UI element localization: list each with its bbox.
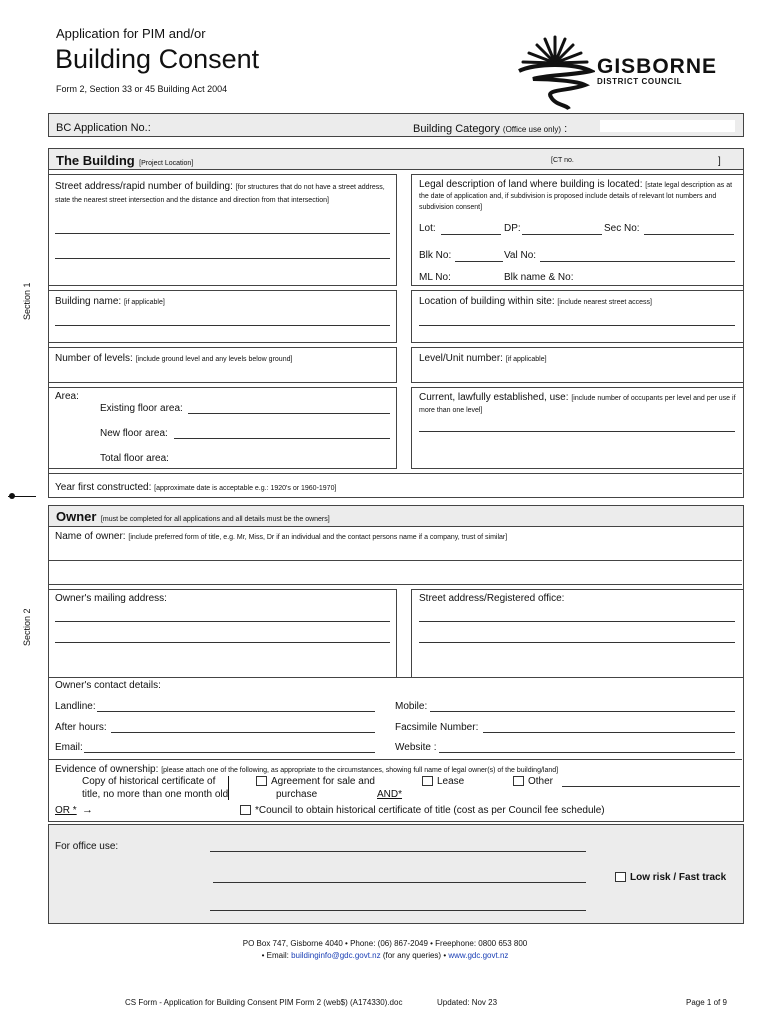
current-use-input[interactable] [419,431,735,432]
building-name-label: Building name: [if applicable] [55,296,165,307]
total-floor-label: Total floor area: [100,453,169,464]
page-number: Page 1 of 9 [686,998,727,1007]
copy-certificate-checkbox[interactable] [228,776,229,800]
dp-label: DP: [504,223,521,234]
document-reference: CS Form - Application for Building Consent PIM Form 2 (web$) (A174330).doc [125,998,403,1007]
updated-date: Updated: Nov 23 [437,998,498,1007]
mailing-address-label: Owner's mailing address: [55,593,167,604]
levels-label: Number of levels: [include ground level and any levels below ground] [55,353,293,364]
low-risk-checkbox[interactable] [615,872,626,882]
binder-dot-icon [9,493,15,499]
form-reference: Form 2, Section 33 or 45 Building Act 2004 [56,84,228,94]
copy-certificate-label-2: title, no more than one month old [82,789,229,800]
lot-input[interactable] [441,234,501,235]
new-floor-label: New floor area: [100,428,168,439]
building-name-input[interactable] [55,325,390,326]
mailing-address-line[interactable] [55,621,390,622]
blk-no-input[interactable] [455,261,503,262]
street-address-line[interactable] [55,258,390,259]
val-no-input[interactable] [540,261,735,262]
unit-number-label: Level/Unit number: [if applicable] [419,353,547,364]
email-link[interactable]: buildinginfo@gdc.govt.nz [291,951,381,960]
section-1-label: Section 1 [22,282,32,320]
registered-office-line[interactable] [419,621,735,622]
office-use-label: For office use: [55,841,119,852]
street-address-label: Street address/rapid number of building: [for structures that do not have a street address, state the nearest street intersection and the distance and direction from that intersection] [55,181,385,204]
mobile-label: Mobile: [395,701,428,712]
landline-input[interactable] [97,711,375,712]
low-risk-option[interactable]: Low risk / Fast track [615,872,726,883]
website-input[interactable] [439,752,735,753]
existing-floor-label: Existing floor area: [100,403,183,414]
agreement-label-2: purchase [276,789,318,800]
after-hours-label: After hours: [55,722,107,733]
copy-certificate-label: Copy of historical certificate of [82,776,216,787]
lease-option[interactable]: Lease [422,776,464,787]
legal-description-label: Legal description of land where building is located: [state legal description as at the date of application and, if subdivision is proposed include details of relevant lot numbers and subdivision consent] [419,179,733,211]
contact-address: PO Box 747, Gisborne 4040 • Phone: (06) 867-2049 • Freephone: 0800 653 800 [242,939,528,948]
logo-subtitle: DISTRICT COUNCIL [597,77,683,86]
sec-no-label: Sec No: [604,223,640,234]
blk-no-label: Blk No: [419,250,452,261]
office-use-line[interactable] [213,882,586,883]
owner-name-input[interactable] [49,560,742,561]
divider [49,584,742,585]
building-category: Building Category (Office use only) : [413,123,568,135]
website-label: Website : [395,742,437,753]
agreement-checkbox[interactable] [256,776,267,786]
lease-checkbox[interactable] [422,776,433,786]
other-input[interactable] [562,786,740,787]
dp-input[interactable] [522,234,602,235]
other-option[interactable]: Other [513,776,553,787]
ml-no-label: ML No: [419,272,451,283]
facsimile-input[interactable] [483,732,735,733]
divider [49,759,742,760]
office-use-line[interactable] [210,851,586,852]
sec-no-input[interactable] [644,234,734,235]
building-heading: The Building [Project Location] [56,153,194,168]
or-label: OR * [55,805,77,816]
page-title: Building Consent [55,44,260,74]
logo-name: GISBORNE [597,55,718,78]
and-label: AND* [377,789,403,800]
new-floor-input[interactable] [174,438,390,439]
website-link[interactable]: www.gdc.govt.nz [448,951,509,960]
agreement-option[interactable]: Agreement for sale and [256,776,375,787]
section-2-label: Section 2 [22,608,32,646]
evidence-label: Evidence of ownership: [please attach one of the following, as appropriate to the circumstances, showing full name of legal owner(s) of the building/land] [55,764,559,775]
street-address-line[interactable] [55,233,390,234]
existing-floor-input[interactable] [188,413,390,414]
lot-label: Lot: [419,223,436,234]
blk-name-label: Blk name & No: [504,272,574,283]
landline-label: Landline: [55,701,96,712]
form-subtitle: Application for PIM and/or [56,26,206,41]
year-constructed-label: Year first constructed: [approximate date is acceptable e.g.: 1920's or 1960-1970] [55,482,337,493]
arrow-right-icon: → [82,804,93,816]
facsimile-label: Facsimile Number: [395,722,479,733]
divider [49,677,742,678]
ct-no-label: [CT no. [551,157,574,164]
area-label: Area: [55,391,79,402]
after-hours-input[interactable] [111,732,375,733]
val-no-label: Val No: [504,250,537,261]
bc-application-label: BC Application No.: [56,122,151,134]
email-label: Email: [55,742,83,753]
mailing-address-line[interactable] [55,642,390,643]
other-checkbox[interactable] [513,776,524,786]
contact-details-label: Owner's contact details: [55,680,161,691]
registered-office-label: Street address/Registered office: [419,593,565,604]
email-input[interactable] [84,752,375,753]
council-certificate-checkbox[interactable] [240,805,251,815]
office-use-line[interactable] [210,910,586,911]
mobile-input[interactable] [430,711,735,712]
current-use-label: Current, lawfully established, use: [include number of occupants per level and per use if more than one level] [419,392,736,414]
owner-heading: Owner [must be completed for all applications and all details must be the owners] [56,509,330,524]
divider [49,473,742,474]
building-location-input[interactable] [419,325,735,326]
bc-application-input[interactable] [600,120,735,132]
ct-no-close: ] [718,156,721,167]
contact-email-line: • Email: buildinginfo@gdc.govt.nz (for any queries) • www.gdc.govt.nz [261,951,509,960]
registered-office-line[interactable] [419,642,735,643]
council-logo-icon [515,33,595,113]
building-location-label: Location of building within site: [include nearest street access] [419,296,652,307]
council-certificate-option[interactable]: *Council to obtain historical certificate of title (cost as per Council fee schedule) [240,805,605,816]
owner-name-label: Name of owner: [include preferred form of title, e.g. Mr, Miss, Dr if an individual and the contact persons name if a company, trust of similar] [55,531,508,542]
